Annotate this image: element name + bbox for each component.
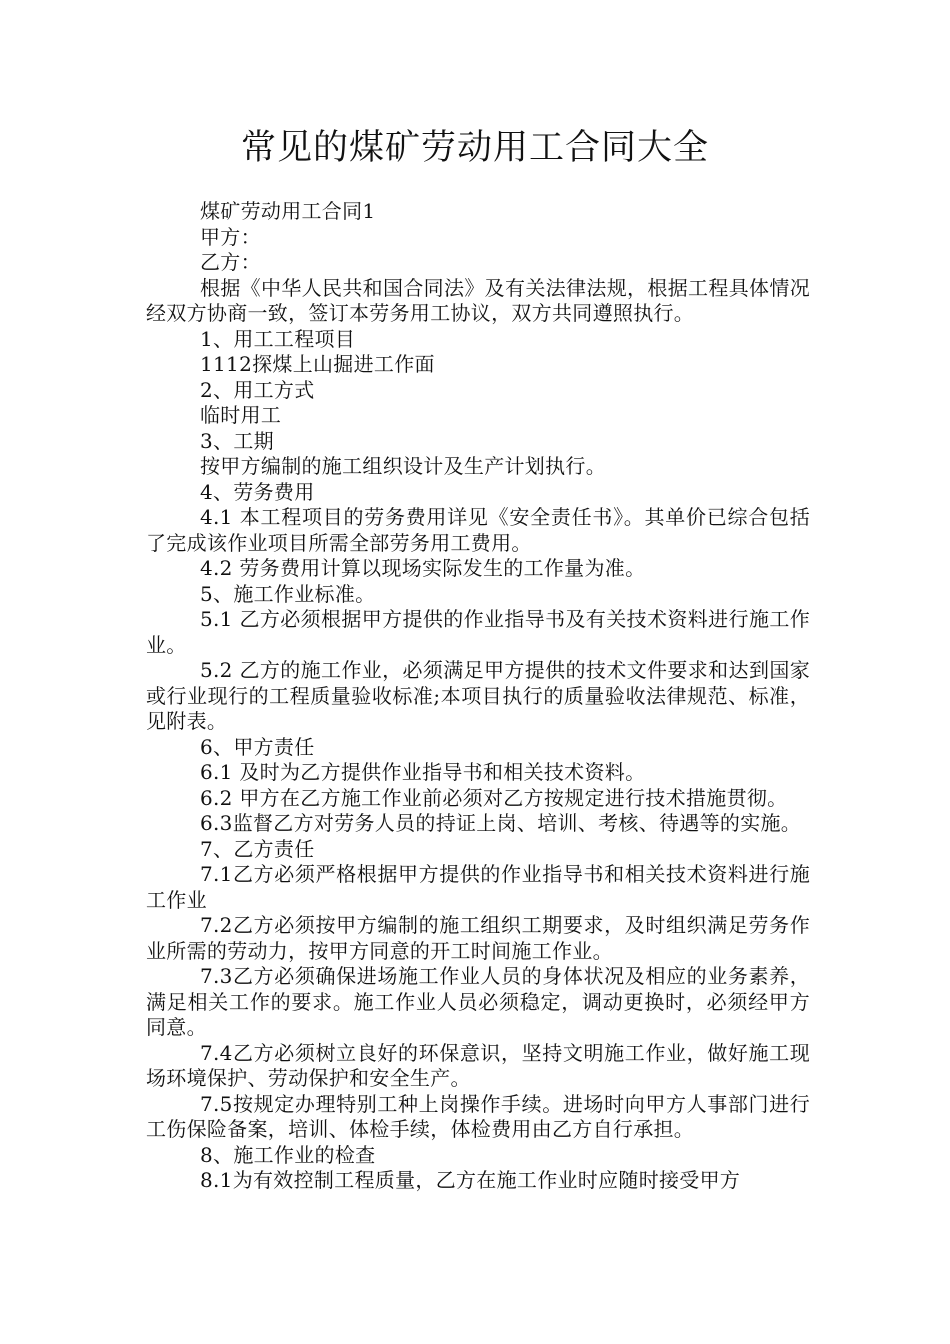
paragraph: 7、乙方责任: [200, 836, 315, 861]
paragraph: 8、施工作业的检查: [200, 1142, 376, 1167]
paragraph: 临时用工: [200, 403, 282, 427]
paragraph: 6、甲方责任: [200, 734, 315, 759]
paragraph: 7.1乙方必须严格根据甲方提供的作业指导书和相关技术资料进行施工作业: [146, 862, 810, 912]
paragraph: 根据《中华人民共和国合同法》及有关法律法规，根据工程具体情况经双方协商一致，签订本劳务用工协议，双方共同遵照执行。: [146, 275, 810, 325]
paragraph: 6.2 甲方在乙方施工作业前必须对乙方按规定进行技术措施贯彻。: [200, 785, 788, 810]
paragraph: 5、施工作业标准。: [200, 581, 376, 606]
paragraph: 1112探煤上山掘进工作面: [200, 352, 435, 376]
paragraph: 1、用工工程项目: [200, 326, 356, 351]
paragraph: 7.4乙方必须树立良好的环保意识，坚持文明施工作业，做好施工现场环境保护、劳动保护和安全生产。: [146, 1040, 810, 1090]
paragraph: 7.2乙方必须按甲方编制的施工组织工期要求，及时组织满足劳务作业所需的劳动力，按甲方同意的开工时间施工作业。: [146, 913, 810, 963]
paragraph: 7.3乙方必须确保进场施工作业人员的身体状况及相应的业务素养，满足相关工作的要求。施工作业人员必须稳定，调动更换时，必须经甲方同意。: [146, 964, 810, 1039]
paragraph: 甲方：: [200, 224, 261, 249]
paragraph: 5.1 乙方必须根据甲方提供的作业指导书及有关技术资料进行施工作业。: [146, 607, 810, 657]
paragraph: 4.2 劳务费用计算以现场实际发生的工作量为准。: [200, 556, 646, 580]
paragraph: 煤矿劳动用工合同1: [200, 199, 376, 223]
paragraph: 4.1 本工程项目的劳务费用详见《安全责任书》。其单价已综合包括了完成该作业项目所需全部劳务用工费用。: [146, 505, 810, 555]
paragraph: 7.5按规定办理特别工种上岗操作手续。进场时向甲方人事部门进行工伤保险备案，培训、体检手续，体检费用由乙方自行承担。: [146, 1091, 810, 1141]
paragraph: 5.2 乙方的施工作业，必须满足甲方提供的技术文件要求和达到国家或行业现行的工程质量验收标准;本项目执行的质量验收法律规范、标准，见附表。: [146, 658, 810, 733]
paragraph: 8.1为有效控制工程质量，乙方在施工作业时应随时接受甲方: [200, 1168, 741, 1192]
paragraph: 2、用工方式: [200, 377, 315, 402]
document-body: [146, 199, 810, 1194]
paragraph: 乙方：: [200, 250, 261, 274]
paragraph: 4、劳务费用: [200, 479, 315, 504]
paragraph: 6.3监督乙方对劳务人员的持证上岗、培训、考核、待遇等的实施。: [200, 811, 802, 835]
paragraph: 6.1 及时为乙方提供作业指导书和相关技术资料。: [200, 760, 646, 784]
paragraph: 3、工期: [200, 428, 274, 453]
document-title: 常见的煤矿劳动用工合同大全: [240, 128, 709, 168]
paragraph: 按甲方编制的施工组织设计及生产计划执行。: [200, 454, 606, 478]
